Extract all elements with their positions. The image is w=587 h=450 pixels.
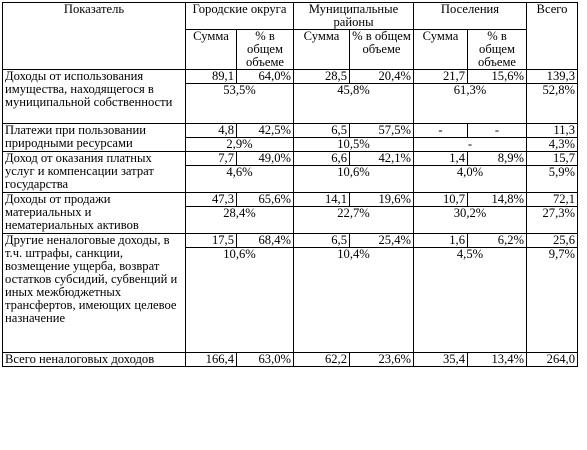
- cell-value: 63,0%: [237, 353, 294, 367]
- cell-share: 10,6%: [294, 166, 414, 193]
- cell-share: 4,3%: [527, 138, 578, 152]
- cell-share: 4,0%: [414, 166, 527, 193]
- cell-value: 7,7: [186, 152, 237, 166]
- header-sum: Сумма: [294, 30, 350, 70]
- cell-value: 47,3: [186, 193, 237, 207]
- cell-value: 14,1: [294, 193, 350, 207]
- table-total-row: [3, 353, 578, 367]
- header-total: Всего: [527, 3, 578, 70]
- cell-value: 14,8%: [468, 193, 527, 207]
- total-row-label: Всего неналоговых доходов: [3, 353, 186, 367]
- cell-value: 6,5: [294, 124, 350, 138]
- cell-value: 4,8: [186, 124, 237, 138]
- cell-value: -: [414, 124, 468, 138]
- cell-share: 28,4%: [186, 207, 294, 234]
- cell-value: 35,4: [414, 353, 468, 367]
- cell-share: 10,5%: [294, 138, 414, 152]
- cell-share: 27,3%: [527, 207, 578, 234]
- row-label: Платежи при пользовании природными ресурсами: [3, 124, 186, 152]
- cell-value: 25,6: [527, 234, 578, 248]
- cell-share: 5,9%: [527, 166, 578, 193]
- row-label: Доход от оказания платных услуг и компенсации затрат государства: [3, 152, 186, 193]
- cell-value: 6,2%: [468, 234, 527, 248]
- cell-value: 15,7: [527, 152, 578, 166]
- cell-value: 6,5: [294, 234, 350, 248]
- cell-value: 20,4%: [350, 70, 414, 84]
- header-settlements: Поселения: [414, 3, 527, 30]
- header-city-districts: Городские округа: [186, 3, 294, 30]
- cell-share: 30,2%: [414, 207, 527, 234]
- cell-value: 10,7: [414, 193, 468, 207]
- header-indicator: Показатель: [3, 3, 186, 70]
- cell-value: 42,5%: [237, 124, 294, 138]
- header-share: % в общем объеме: [237, 30, 294, 70]
- header-row-top: [3, 3, 578, 30]
- cell-value: 89,1: [186, 70, 237, 84]
- cell-value: -: [468, 124, 527, 138]
- cell-share: 4,5%: [414, 248, 527, 353]
- cell-value: 1,4: [414, 152, 468, 166]
- cell-share: 2,9%: [186, 138, 294, 152]
- cell-value: 49,0%: [237, 152, 294, 166]
- cell-value: 23,6%: [350, 353, 414, 367]
- cell-value: 65,6%: [237, 193, 294, 207]
- cell-value: 166,4: [186, 353, 237, 367]
- cell-value: 25,4%: [350, 234, 414, 248]
- header-municipal-regions: Муниципальные районы: [294, 3, 414, 30]
- table-row: [3, 152, 578, 166]
- cell-share: 22,7%: [294, 207, 414, 234]
- cell-share: -: [414, 138, 527, 152]
- cell-value: 15,6%: [468, 70, 527, 84]
- cell-value: 28,5: [294, 70, 350, 84]
- header-sum: Сумма: [414, 30, 468, 70]
- cell-value: 72,1: [527, 193, 578, 207]
- cell-share: 61,3%: [414, 84, 527, 124]
- cell-share: 45,8%: [294, 84, 414, 124]
- cell-value: 8,9%: [468, 152, 527, 166]
- cell-share: 9,7%: [527, 248, 578, 353]
- cell-share: 4,6%: [186, 166, 294, 193]
- cell-value: 1,6: [414, 234, 468, 248]
- cell-share: 53,5%: [186, 84, 294, 124]
- cell-value: 62,2: [294, 353, 350, 367]
- cell-value: 13,4%: [468, 353, 527, 367]
- table-row: [3, 70, 578, 84]
- header-share: % в общем объеме: [468, 30, 527, 70]
- row-label: Другие неналоговые доходы, в т.ч. штрафы, санкции, возмещение ущерба, возврат остатков субсидий, субвенций и иных межбюджетных трансфертов, имеющих целевое назначение: [3, 234, 186, 353]
- cell-value: 17,5: [186, 234, 237, 248]
- cell-value: 68,4%: [237, 234, 294, 248]
- cell-share: 10,4%: [294, 248, 414, 353]
- header-sum: Сумма: [186, 30, 237, 70]
- cell-value: 42,1%: [350, 152, 414, 166]
- cell-value: 19,6%: [350, 193, 414, 207]
- table-row: [3, 193, 578, 207]
- cell-value: 11,3: [527, 124, 578, 138]
- cell-value: 21,7: [414, 70, 468, 84]
- cell-value: 139,3: [527, 70, 578, 84]
- table-row: [3, 124, 578, 138]
- cell-value: 64,0%: [237, 70, 294, 84]
- header-share: % в общем объеме: [350, 30, 414, 70]
- row-label: Доходы от использования имущества, находящегося в муниципальной собственности: [3, 70, 186, 124]
- cell-share: 10,6%: [186, 248, 294, 353]
- cell-share: 52,8%: [527, 84, 578, 124]
- cell-value: 57,5%: [350, 124, 414, 138]
- cell-value: 264,0: [527, 353, 578, 367]
- cell-value: 6,6: [294, 152, 350, 166]
- row-label: Доходы от продажи материальных и нематериальных активов: [3, 193, 186, 234]
- non-tax-revenue-table: [2, 2, 578, 367]
- table-row: [3, 234, 578, 248]
